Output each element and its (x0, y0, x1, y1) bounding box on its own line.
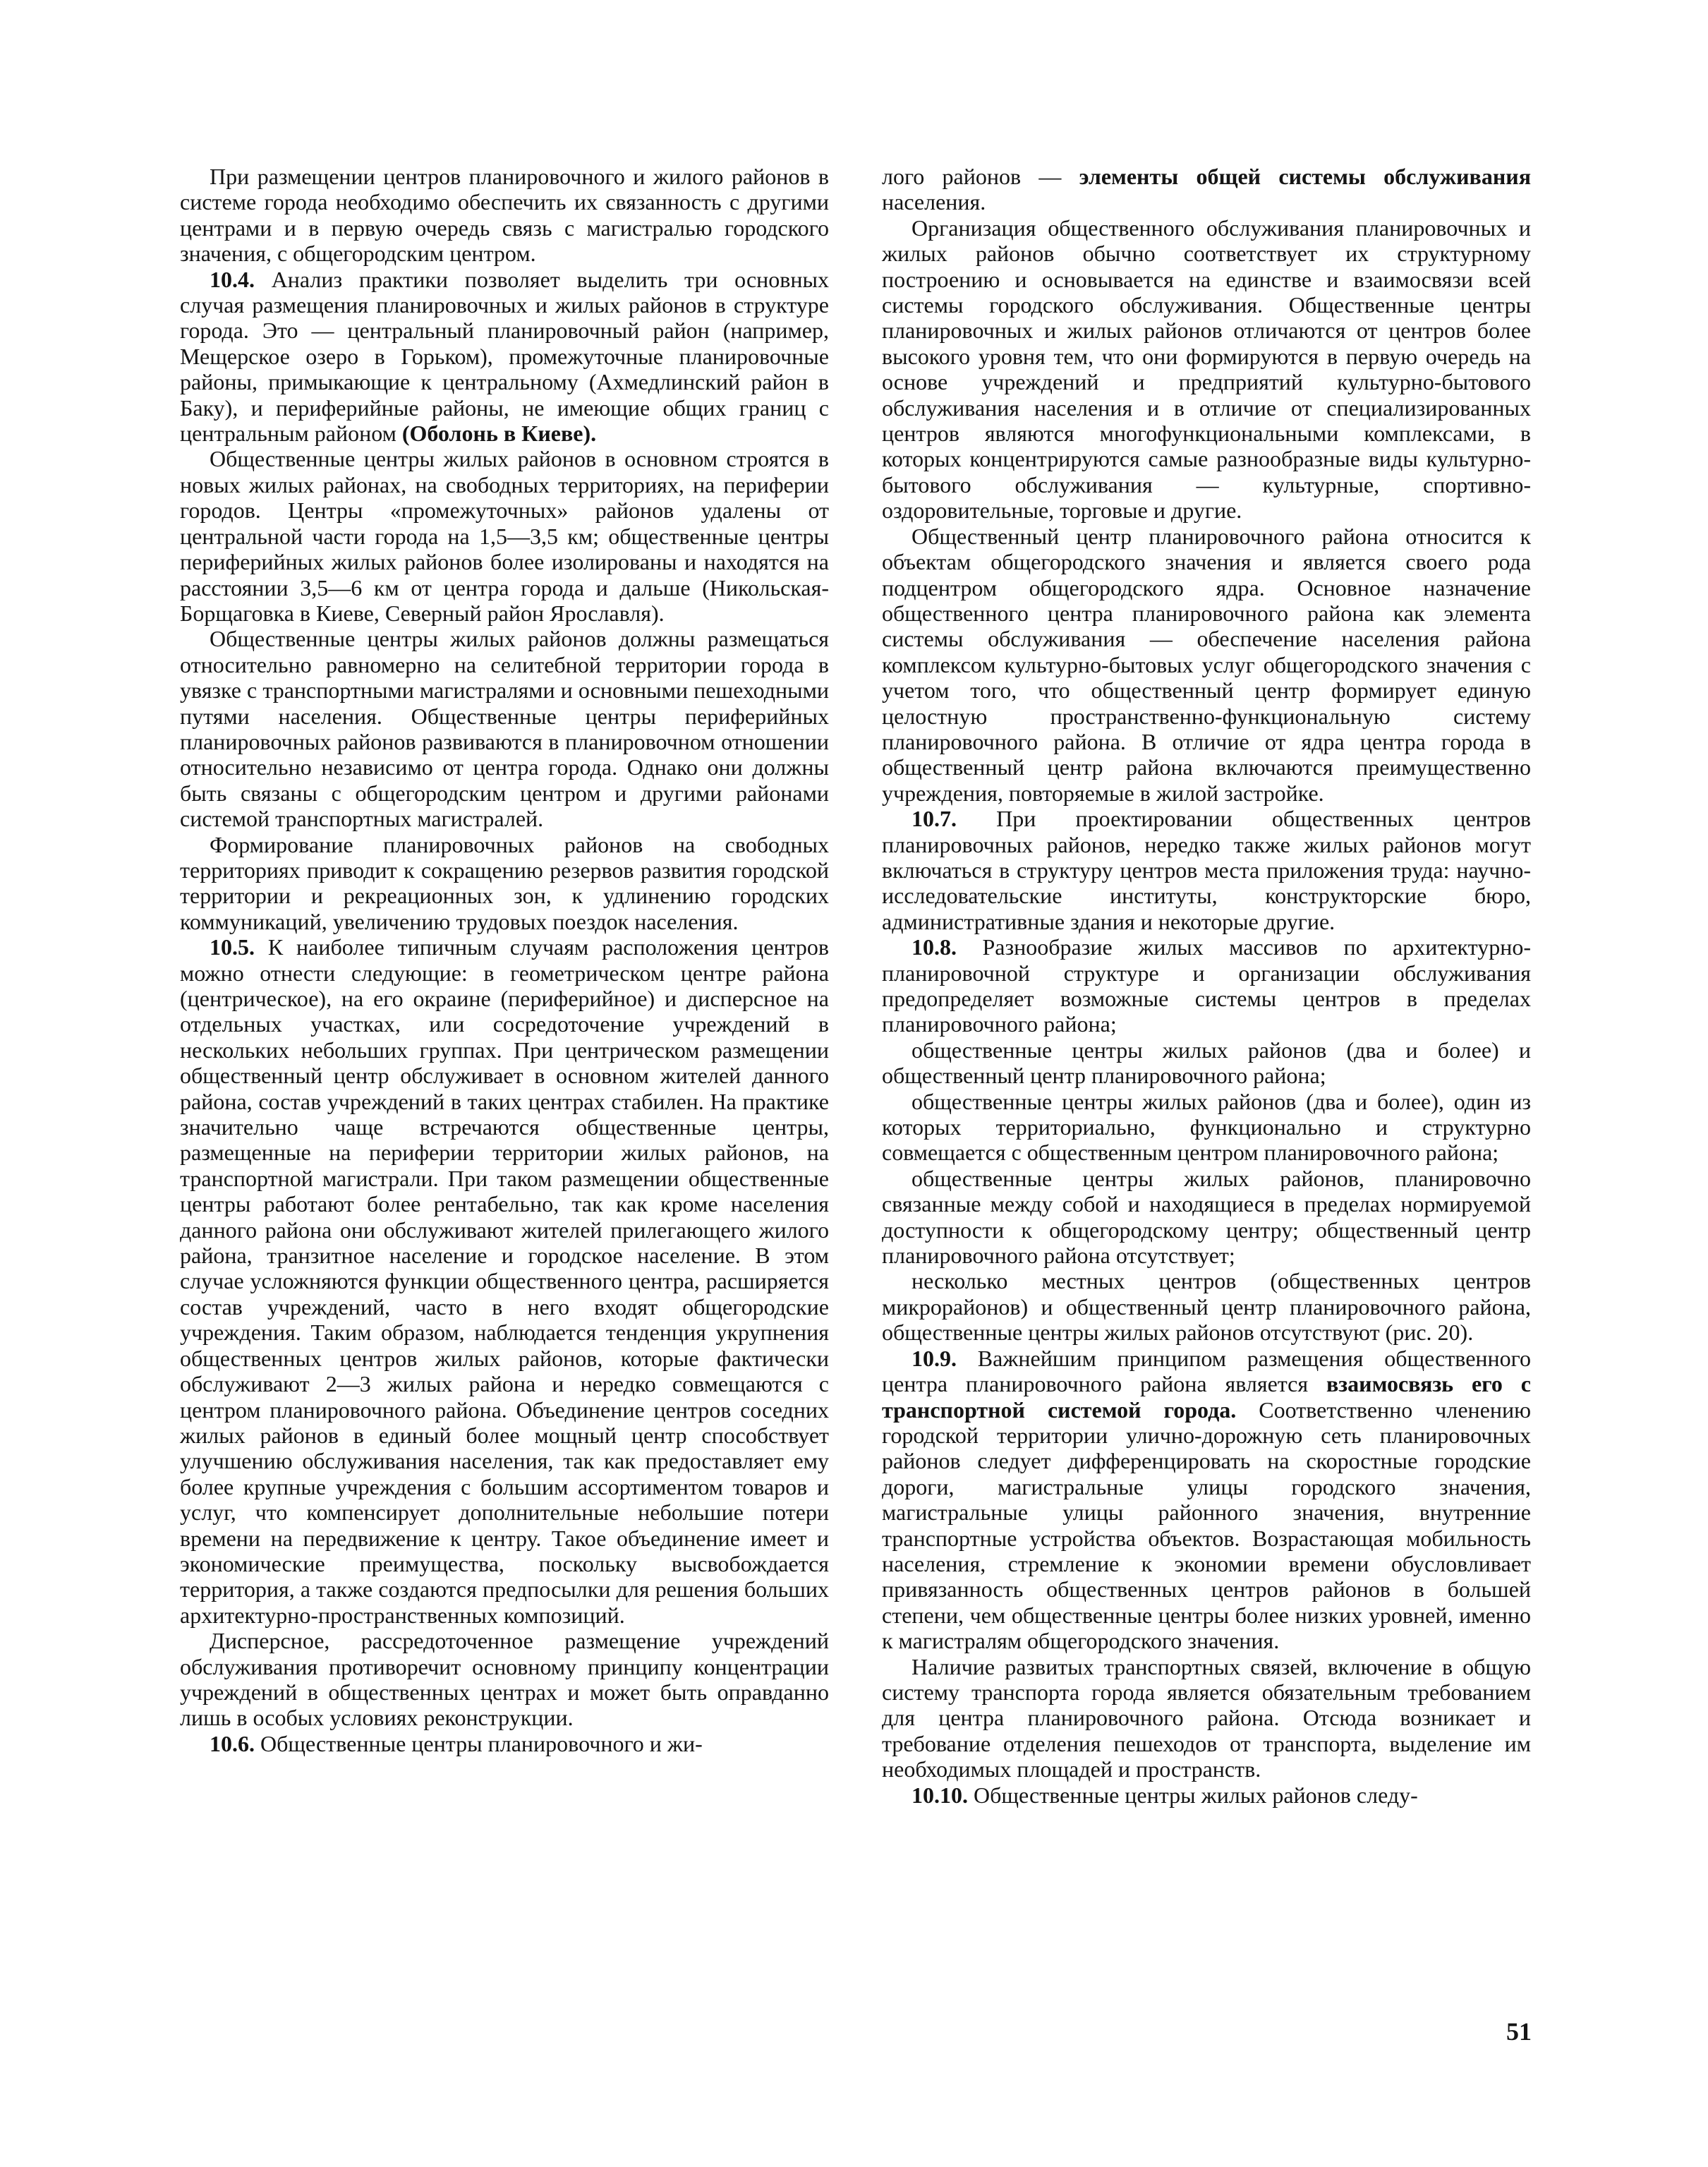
section-number: 10.4. (210, 266, 255, 292)
paragraph (882, 215, 1531, 524)
paragraph (882, 806, 1531, 934)
emphasized-text: (Оболонь в Киеве). (401, 421, 597, 447)
list-item (882, 1037, 1531, 1089)
list-item-text: общественные центры жилых районов (два и более), один из которых территориально, функционально и структурно совмещается с общественным центром планировочного района; (882, 1088, 1531, 1166)
section-number: 10.5. (210, 934, 255, 960)
paragraph-text: Общественные центры жилых районов должны размещаться относительно равномерно на селитебной территории города в увязке с транспортными магистралями и основными пешеходными путями населения. Общественные центры периферийных планировочных районов развиваются в планировочном отношении относительно независимо от центра города. Однако они должны быть связаны с общегородским центром и другими районами системой транспортных магистралей. (180, 626, 829, 832)
section-number: 10.7. (911, 806, 957, 832)
paragraph-text: Наличие развитых транспортных связей, включение в общую систему транспорта города является обязательным требованием для центра планировочного района. Отсюда возникает и требование отделения пешеходов от транспорта, выделение им необходимых площадей и пространств. (882, 1653, 1531, 1782)
paragraph-text: лого районов — (882, 164, 1079, 189)
section-number: 10.10. (911, 1782, 968, 1808)
paragraph-text: населения. (882, 189, 986, 215)
paragraph (180, 267, 829, 447)
paragraph (180, 1628, 829, 1731)
paragraph (180, 164, 829, 267)
paragraph-text: Важнейшим принципом размещения общественного центра планировочного района является (882, 1345, 1531, 1397)
list-item-text: общественные центры жилых районов, планировочно связанные между собой и находящиеся в пределах нормируемой доступности к общегородскому центру; общественный центр планировочного района отсутствует; (882, 1165, 1531, 1269)
paragraph (180, 446, 829, 626)
paragraph-text: Соответственно членению городской территории улично-дорожную сеть планировочных районов следует дифференцировать на скоростные городские дороги, магистральные улицы городского значения, магистральные улицы районного значения, внутренние транспортные устройства объектов. Возрастающая мобильность населения, стремление к экономии времени обусловливает привязанность общественных центров районов в большей степени, чем общественные центры более низких уровней, именно к магистралям общегородского значения. (882, 1396, 1532, 1654)
paragraph-text: Общественный центр планировочного района относится к объектам общегородского значения и является своего рода подцентром общегородского ядра. Основное назначение общественного центра планировочного района как элемента системы обслуживания — обеспечение населения района комплексом культурно-бытовых услуг общегородского значения с учетом того, что общественный центр формирует единую целостную пространственно-функциональную систему планировочного района. В отличие от ядра центра города в общественный центр района включаются преимущественно учреждения, повторяемые в жилой застройке. (882, 523, 1531, 806)
paragraph-text: Анализ практики позволяет выделить три основных случая размещения планировочных и жилых районов в структуре города. Это — центральный планировочный район (например, Мещерское озеро в Горьком), промежуточные планировочные районы, примыкающие к центральному (Ахмедлинский район в Баку), и периферийные районы, не имеющие общих границ с центральным районом (180, 266, 829, 447)
list-item (882, 1166, 1531, 1269)
right-text-column (882, 164, 1531, 1808)
section-number: 10.8. (911, 934, 957, 960)
paragraph (882, 1782, 1531, 1808)
paragraph-text: Дисперсное, рассредоточенное размещение учреждений обслуживания противоречит основному принципу концентрации учреждений в общественных центрах и может быть оправданно лишь в особых условиях реконструкции. (180, 1628, 829, 1731)
left-text-column (180, 164, 829, 1756)
emphasized-text: взаимосвязь его с транспортной системой города. (882, 1371, 1532, 1423)
paragraph-text: Разнообразие жилых массивов по архитектурно-планировочной структуре и организации обслуживания предопределяет возможные системы центров в пределах планировочного района; (882, 934, 1531, 1037)
paragraph-text: К наиболее типичным случаям расположения центров можно отнести следующие: в геометрическом центре района (центрическое), на его окраине (периферийное) и дисперсное на отдельных участках, или сосредоточение учреждений в нескольких небольших группах. При центрическом размещении общественный центр обслуживает в основном жителей данного района, состав учреждений в таких центрах стабилен. На практике значительно чаще встречаются общественные центры, размещенные на периферии территории жилых районов, на транспортной магистрали. При таком размещении общественные центры работают более рентабельно, так как кроме населения данного района они обслуживают жителей прилегающего жилого района, транзитное население и городское население. В этом случае усложняются функции общественного центра, расширяется состав учреждений, часто в него входят общегородские учреждения. Таким образом, наблюдается тенденция укрупнения общественных центров жилых районов, которые фактически обслуживают 2—3 жилых района и нередко совмещаются с центром планировочного района. Объединение центров соседних жилых районов в единый более мощный центр способствует улучшению обслуживания населения, так как предоставляет ему более крупные учреждения с большим ассортиментом товаров и услуг, что компенсирует дополнительные небольшие потери времени на передвижение к центру. Такое объединение имеет и экономические преимущества, поскольку высвобождается территория, а также создаются предпосылки для решения больших архитектурно-пространственных композиций. (180, 934, 829, 1628)
paragraph-text: Общественные центры жилых районов следу- (968, 1782, 1418, 1808)
paragraph (180, 934, 829, 1628)
paragraph-text: Общественные центры жилых районов в основном строятся в новых жилых районах, на свободных территориях, на периферии городов. Центры «промежуточных» районов удалены от центральной части города на 1,5—3,5 км; общественные центры периферийных жилых районов более изолированы и находятся на расстоянии 3,5—6 км от центра города и дальше (Никольская-Борщаговка в Киеве, Северный район Ярославля). (180, 446, 829, 626)
section-number: 10.6. (210, 1730, 255, 1756)
list-item (882, 1089, 1531, 1166)
paragraph (180, 626, 829, 831)
paragraph (882, 1654, 1531, 1782)
paragraph-text: Организация общественного обслуживания планировочных и жилых районов обычно соответствует их структурному построению и основывается на единстве и взаимосвязи всей системы городского обслуживания. Общественные центры планировочных и жилых районов отличаются от центров более высокого уровня тем, что они формируются в первую очередь на основе учреждений и предприятий культурно-бытового обслуживания населения и в отличие от специализированных центров являются многофункциональными комплексами, в которых концентрируются самые разнообразные виды культурно-бытового обслуживания — культурные, спортивно-оздоровительные, торговые и другие. (882, 215, 1531, 524)
section-number: 10.9. (911, 1345, 957, 1371)
page-number: 51 (1506, 2017, 1532, 2046)
paragraph (882, 934, 1531, 1037)
paragraph-text: При размещении центров планировочного и жилого районов в системе города необходимо обеспечить их связанность с другими центрами и в первую очередь связь с магистралью городского значения, с общегородским центром. (180, 164, 829, 267)
list-item-text: несколько местных центров (общественных центров микрорайонов) и общественный центр планировочного района, общественные центры жилых районов отсутствуют (рис. 20). (882, 1268, 1531, 1346)
paragraph-text: Формирование планировочных районов на свободных территориях приводит к сокращению резервов развития городской территории и рекреационных зон, к удлинению городских коммуникаций, увеличению трудовых поездок населения. (180, 831, 829, 934)
list-item-text: общественные центры жилых районов (два и более) и общественный центр планировочного района; (882, 1037, 1531, 1089)
paragraph-text: Общественные центры планировочного и жи- (255, 1730, 703, 1756)
paragraph (180, 1731, 829, 1756)
emphasized-text: элементы общей системы обслуживания (1079, 164, 1532, 189)
paragraph (882, 524, 1531, 806)
paragraph-text: При проектировании общественных центров планировочных районов, нередко также жилых районов могут включаться в структуру центров места приложения труда: научно-исследовательские институты, конструкторские бюро, административные здания и некоторые другие. (882, 806, 1531, 934)
paragraph (882, 164, 1531, 215)
paragraph (180, 832, 829, 935)
list-item (882, 1268, 1531, 1345)
paragraph (882, 1346, 1531, 1654)
